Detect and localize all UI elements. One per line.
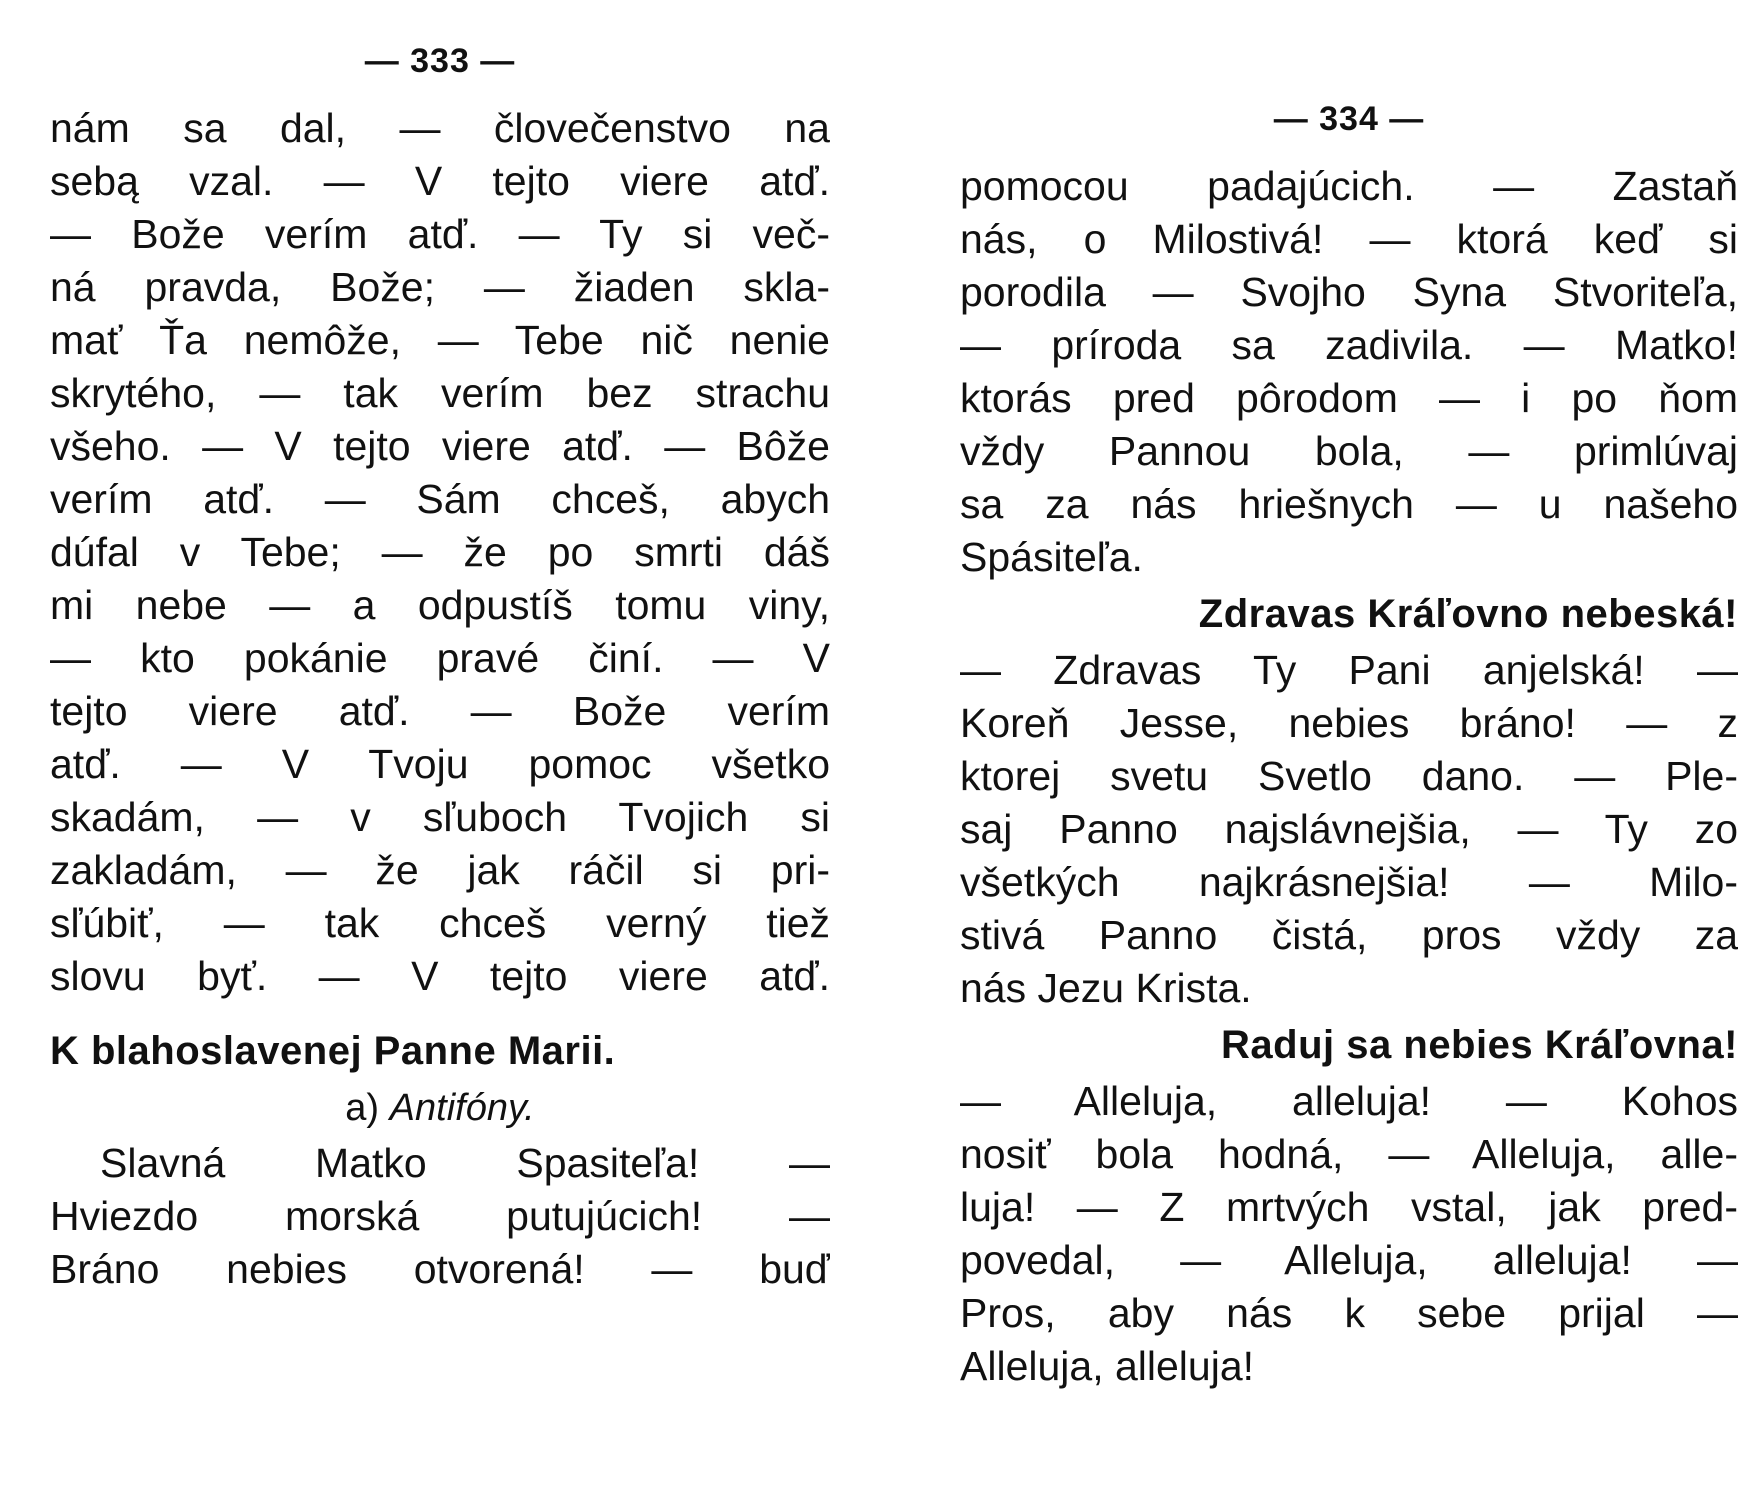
text-line: skrytého, — tak verím bez strachu: [50, 370, 830, 416]
text-line: — kto pokánie pravé činí. — V: [50, 635, 830, 681]
text-line: — príroda sa zadivila. — Matko!: [960, 322, 1738, 368]
subheading-prefix: a): [345, 1087, 380, 1129]
text-line: Koreň Jesse, nebies bráno! — z: [960, 700, 1738, 746]
text-line: všeho. — V tejto viere atď. — Bôže: [50, 423, 830, 469]
text-line: nás, o Milostivá! — ktorá keď si: [960, 216, 1738, 262]
text-line: Pros, aby nás k sebe prijal —: [960, 1290, 1738, 1336]
text-line: ná pravda, Bože; — žiaden skla-: [50, 264, 830, 310]
left-page: [50, 0, 830, 1296]
page-number-333: — 333 —: [364, 42, 516, 80]
text-line: zakladám, — že jak ráčil si pri-: [50, 847, 830, 893]
text-line: dúfal v Tebe; — že po smrti dáš: [50, 529, 830, 575]
text-line: Alleluja, alleluja!: [960, 1343, 1255, 1389]
text-line: sebą vzal. — V tejto viere atď.: [50, 158, 830, 204]
text-line: nosiť bola hodná, — Alleluja, alle-: [960, 1131, 1738, 1177]
text-line: atď. — V Tvoju pomoc všetko: [50, 741, 830, 787]
text-line: skadám, — v sľuboch Tvojich si: [50, 794, 830, 840]
text-line: Hviezdo morská putujúcich! —: [50, 1193, 830, 1239]
text-line: nám sa dal, — človečenstvo na: [50, 105, 830, 151]
left-text-block-1: [50, 102, 830, 1003]
text-line: Spásiteľa.: [960, 534, 1143, 580]
section-heading-blahoslavenej: K blahoslavenej Panne Marii.: [50, 1029, 616, 1073]
text-line: stivá Panno čistá, pros vždy za: [960, 912, 1738, 958]
text-line: verím atď. — Sám chceš, abych: [50, 476, 830, 522]
text-line: slovu byť. — V tejto viere atď.: [50, 953, 830, 999]
page-number-334: — 334 —: [1273, 100, 1425, 138]
right-text-block-2: [960, 644, 1738, 1015]
text-line: Bráno nebies otvorená! — buď: [50, 1246, 830, 1292]
text-line: — Bože verím atď. — Ty si več-: [50, 211, 830, 257]
text-line: všetkých najkrásnejšia! — Milo-: [960, 859, 1738, 905]
subheading-title: Antifóny.: [389, 1087, 535, 1129]
text-line: pomocou padajúcich. — Zastaň: [960, 163, 1738, 209]
text-line: — Zdravas Ty Pani anjelská! —: [960, 647, 1738, 693]
right-text-block-3: [960, 1075, 1738, 1393]
section-heading-raduj: Raduj sa nebies Kráľovna!: [1221, 1023, 1738, 1067]
text-line: luja! — Z mrtvých vstal, jak pred-: [960, 1184, 1738, 1230]
text-line: mi nebe — a odpustíš tomu viny,: [50, 582, 830, 628]
text-line: nás Jezu Krista.: [960, 965, 1252, 1011]
text-line: mať Ťa nemôže, — Tebe nič nenie: [50, 317, 830, 363]
text-line: sľúbiť, — tak chceš verný tiež: [50, 900, 830, 946]
text-line: ktorej svetu Svetlo dano. — Ple-: [960, 753, 1738, 799]
right-text-block-1: [960, 160, 1738, 584]
text-line: — Alleluja, alleluja! — Kohos: [960, 1078, 1738, 1124]
text-line: povedal, — Alleluja, alleluja! —: [960, 1237, 1738, 1283]
subheading-antifony: [50, 1081, 830, 1137]
text-line: sa za nás hriešnych — u našeho: [960, 481, 1738, 527]
left-text-block-2: [50, 1137, 830, 1296]
text-line: saj Panno najslávnejšia, — Ty zo: [960, 806, 1738, 852]
section-heading-zdravas: Zdravas Kráľovno nebeská!: [1198, 592, 1738, 636]
text-line: vždy Pannou bola, — primlúvaj: [960, 428, 1738, 474]
text-line: Slavná Matko Spasiteľa! —: [100, 1140, 830, 1186]
text-line: porodila — Svojho Syna Stvoriteľa,: [960, 269, 1738, 315]
text-line: ktorás pred pôrodom — i po ňom: [960, 375, 1738, 421]
text-line: tejto viere atď. — Bože verím: [50, 688, 830, 734]
right-page: [960, 0, 1738, 1393]
